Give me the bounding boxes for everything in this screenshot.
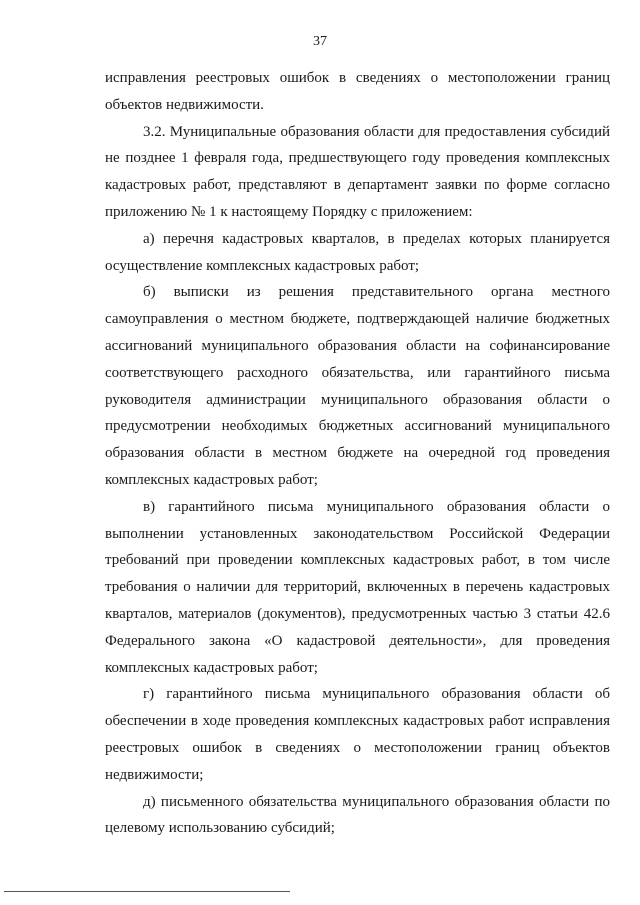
- paragraph-item-b: б) выписки из решения представительного органа местного самоуправления о местном бюджете, подтверждающей наличие бюджетных ассигнований муниципального образования области на софинансирование соответствующего расходного обязательства, или гарантийного письма руководителя администрации муниципального образования области о предусмотрении необходимых бюджетных ассигнований муниципального образования области в местном бюджете на очередной год проведения комплексных кадастровых работ;: [105, 284, 610, 488]
- paragraph-item-v: в) гарантийного письма муниципального образования области о выполнении установленных законодательством Российской Федерации требований при проведении комплексных кадастровых работ, в том числе требования о наличии для территорий, включенных в перечень кадастровых кварталов, материалов (документов), предусмотренных частью 3 статьи 42.6 Федерального закона «О кадастровой деятельности», для проведения комплексных кадастровых работ;: [105, 498, 610, 676]
- page-number: 37: [313, 34, 327, 49]
- paragraph-continuation: исправления реестровых ошибок в сведениях о местоположении границ объектов недвижимости.: [105, 70, 610, 113]
- document-body: [105, 65, 610, 842]
- paragraph-item-d: д) письменного обязательства муниципального образования области по целевому использованию субсидий;: [105, 793, 610, 837]
- paragraph-clause-3-2: 3.2. Муниципальные образования области для предоставления субсидий не позднее 1 февраля года, предшествующего году проведения комплексных кадастровых работ, представляют в департамент заявки по форме согласно приложению № 1 к настоящему Порядку с приложением:: [105, 123, 610, 220]
- paragraph-item-a: а) перечня кадастровых кварталов, в пределах которых планируется осуществление комплексных кадастровых работ;: [105, 230, 610, 274]
- footer-rule: [4, 891, 290, 892]
- paragraph-item-g: г) гарантийного письма муниципального образования области об обеспечении в ходе проведения комплексных кадастровых работ исправления реестровых ошибок в сведениях о местоположении границ объектов недвижимости;: [105, 686, 610, 783]
